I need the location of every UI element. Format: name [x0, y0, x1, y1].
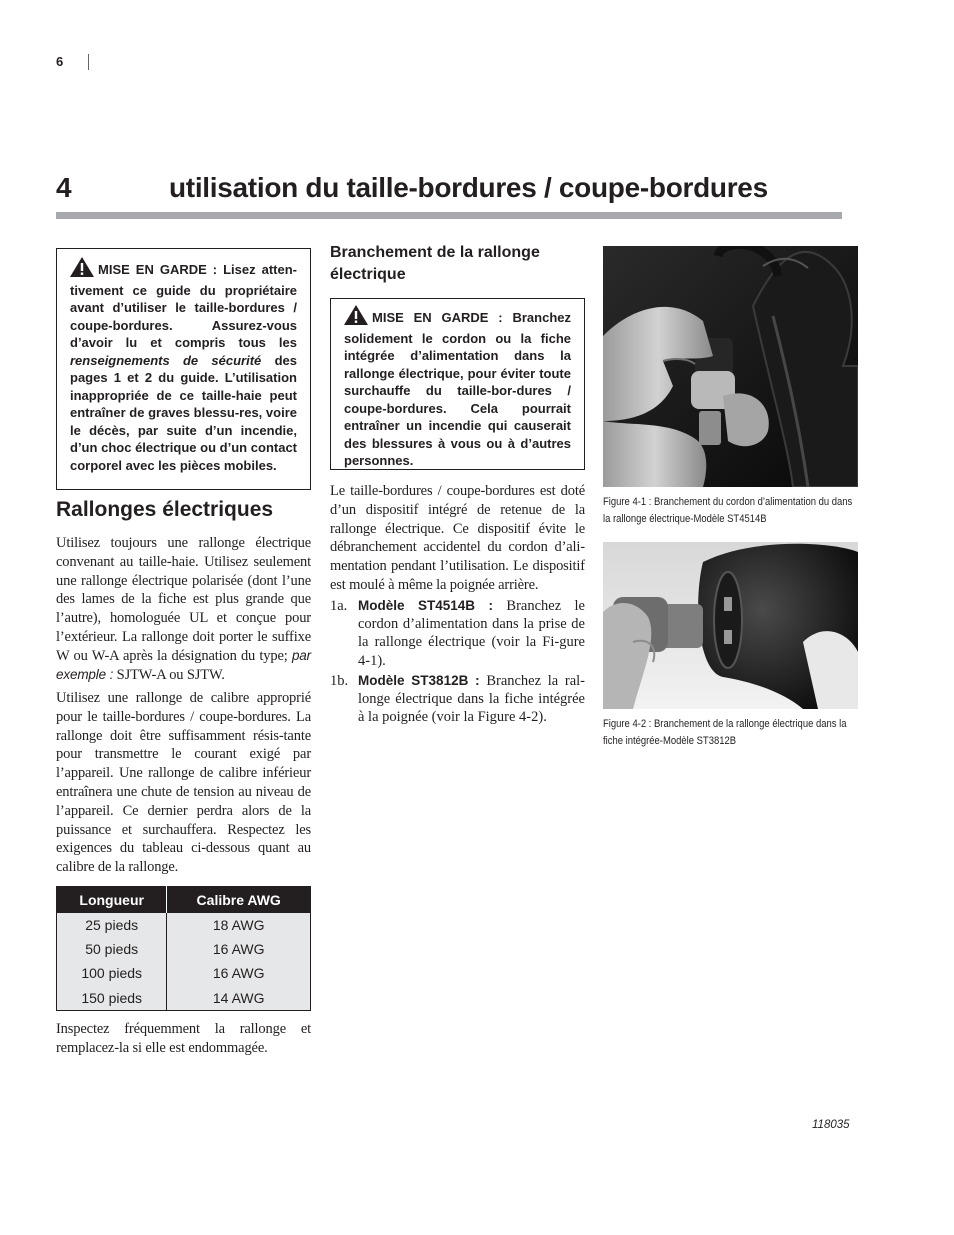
figure-4-2-caption: Figure 4-2 : Branchement de la rallonge électrique dans la fiche intégrée-Modèle ST3812B	[603, 718, 847, 747]
table-cell-length: 150 pieds	[57, 986, 167, 1011]
step-model: Modèle ST3812B :	[358, 673, 480, 688]
table-cell-gauge: 16 AWG	[167, 937, 311, 961]
awg-table	[56, 886, 311, 1011]
warning-text: solidement le cordon ou la fiche intégrée d’alimentation dans la rallonge électrique, pour éviter toute surchauffe du taille-bor-dures / coupe-bordures. Cela pourrait entraîner un incendie qui causerait des blessures à vous ou à d’autres personnes.	[344, 330, 571, 468]
step-model: Modèle ST4514B :	[358, 598, 494, 613]
table-row	[57, 986, 311, 1011]
warning-label: MISE EN GARDE : Branchez	[372, 310, 571, 325]
warning-triangle-icon	[344, 305, 368, 330]
step-number: 1a.	[330, 598, 348, 614]
table-cell-gauge: 16 AWG	[167, 961, 311, 985]
paragraph-extension-cord	[56, 534, 311, 684]
section-heading-branchement: Branchement de la rallonge électrique	[330, 244, 540, 283]
header-divider	[88, 54, 89, 70]
example-label: par exemple :	[56, 647, 312, 682]
table-row	[57, 937, 311, 961]
warning-triangle-icon	[70, 257, 94, 282]
chapter-title: utilisation du taille-bordures / coupe-bordures	[169, 172, 768, 203]
figure-4-1-photo	[603, 246, 858, 487]
paragraph-text: Utilisez toujours une rallonge électrique convenant au taille-haie. Utilisez seulement une rallonge électrique polarisée (dont l’une des lames de la fiche est plus grande que l’autre), homologuée UL et conçue pour l’extérieur. La rallonge doit porter le suffixe W ou W-A après la désignation du type;	[56, 535, 311, 664]
chapter-rule	[56, 212, 842, 219]
table-header-length: Longueur	[57, 887, 167, 914]
warning-label: MISE EN GARDE : Lisez atten-	[98, 262, 297, 277]
figure-4-1-caption: Figure 4-1 : Branchement du cordon d’alimentation du dans la rallonge électrique-Modèle ST4514B	[603, 496, 853, 525]
figure-4-2-photo	[603, 542, 858, 709]
document-code: 118035	[812, 1119, 850, 1131]
paragraph-retention-device: Le taille-bordures / coupe-bordures est doté d’un dispositif intégré de retenue de la rallonge électrique. Ce dispositif évite le débranchement accidentel du cordon d’ali-mentation pendant l’utilisation. Le dispositif est moulé à même la poignée arrière.	[330, 483, 585, 593]
table-cell-length: 25 pieds	[57, 913, 167, 937]
table-cell-length: 100 pieds	[57, 961, 167, 985]
warning-italic-text: renseignements de sécurité	[70, 352, 262, 368]
table-header-gauge: Calibre AWG	[167, 887, 311, 914]
table-cell-gauge: 18 AWG	[167, 913, 311, 937]
step-number: 1b.	[330, 673, 349, 689]
paragraph-text: SJTW-A ou SJTW.	[116, 666, 225, 683]
chapter-number: 4	[56, 172, 72, 203]
paragraph-inspect: Inspectez fréquemment la rallonge et remplacez-la si elle est endommagée.	[56, 1021, 311, 1056]
warning-text: tivement ce guide du propriétaire avant d’utiliser le taille-bordures / coupe-bordures. Assurez-vous d’avoir lu et compris tous les	[70, 282, 297, 350]
paragraph-gauge: Utilisez une rallonge de calibre approprié pour le taille-bordures / coupe-bordures. La rallonge doit être suffisamment résis-tante pour transmettre le courant exigé par l’appareil. Une rallonge de calibre inférieur entraînera une chute de tension au niveau de l’appareil. Ce dernier perdra alors de la puissance et surchauffera. Respectez les exigences du tableau ci-dessous quant au calibre de la rallonge.	[56, 690, 311, 876]
step-text	[358, 597, 585, 670]
warning-text-continued: des pages 1 et 2 du guide. L’utilisation inappropriée de ce taille-haie peut entraîner de graves blessu-res, voire le décès, par suite d’un incendie, d’un choc électrique ou d’un contact corporel avec les pièces mobiles.	[70, 352, 297, 473]
connection-warning-box	[330, 298, 585, 470]
table-cell-gauge: 14 AWG	[167, 986, 311, 1011]
table-header-row	[57, 887, 311, 914]
page-number: 6	[56, 54, 64, 69]
safety-warning-box	[56, 248, 311, 490]
step-instruction: Branchez le cordon d’alimentation dans la prise de la rallonge électrique (voir la Fi-gure 4-1).	[358, 598, 585, 669]
section-heading-rallonges: Rallonges électriques	[56, 498, 274, 521]
step-instruction: Branchez la ral-longe électrique dans la fiche intégrée à la poignée (voir la Figure 4-2).	[358, 673, 585, 726]
step-text	[358, 672, 585, 727]
table-row	[57, 961, 311, 985]
table-row	[57, 913, 311, 937]
table-cell-length: 50 pieds	[57, 937, 167, 961]
